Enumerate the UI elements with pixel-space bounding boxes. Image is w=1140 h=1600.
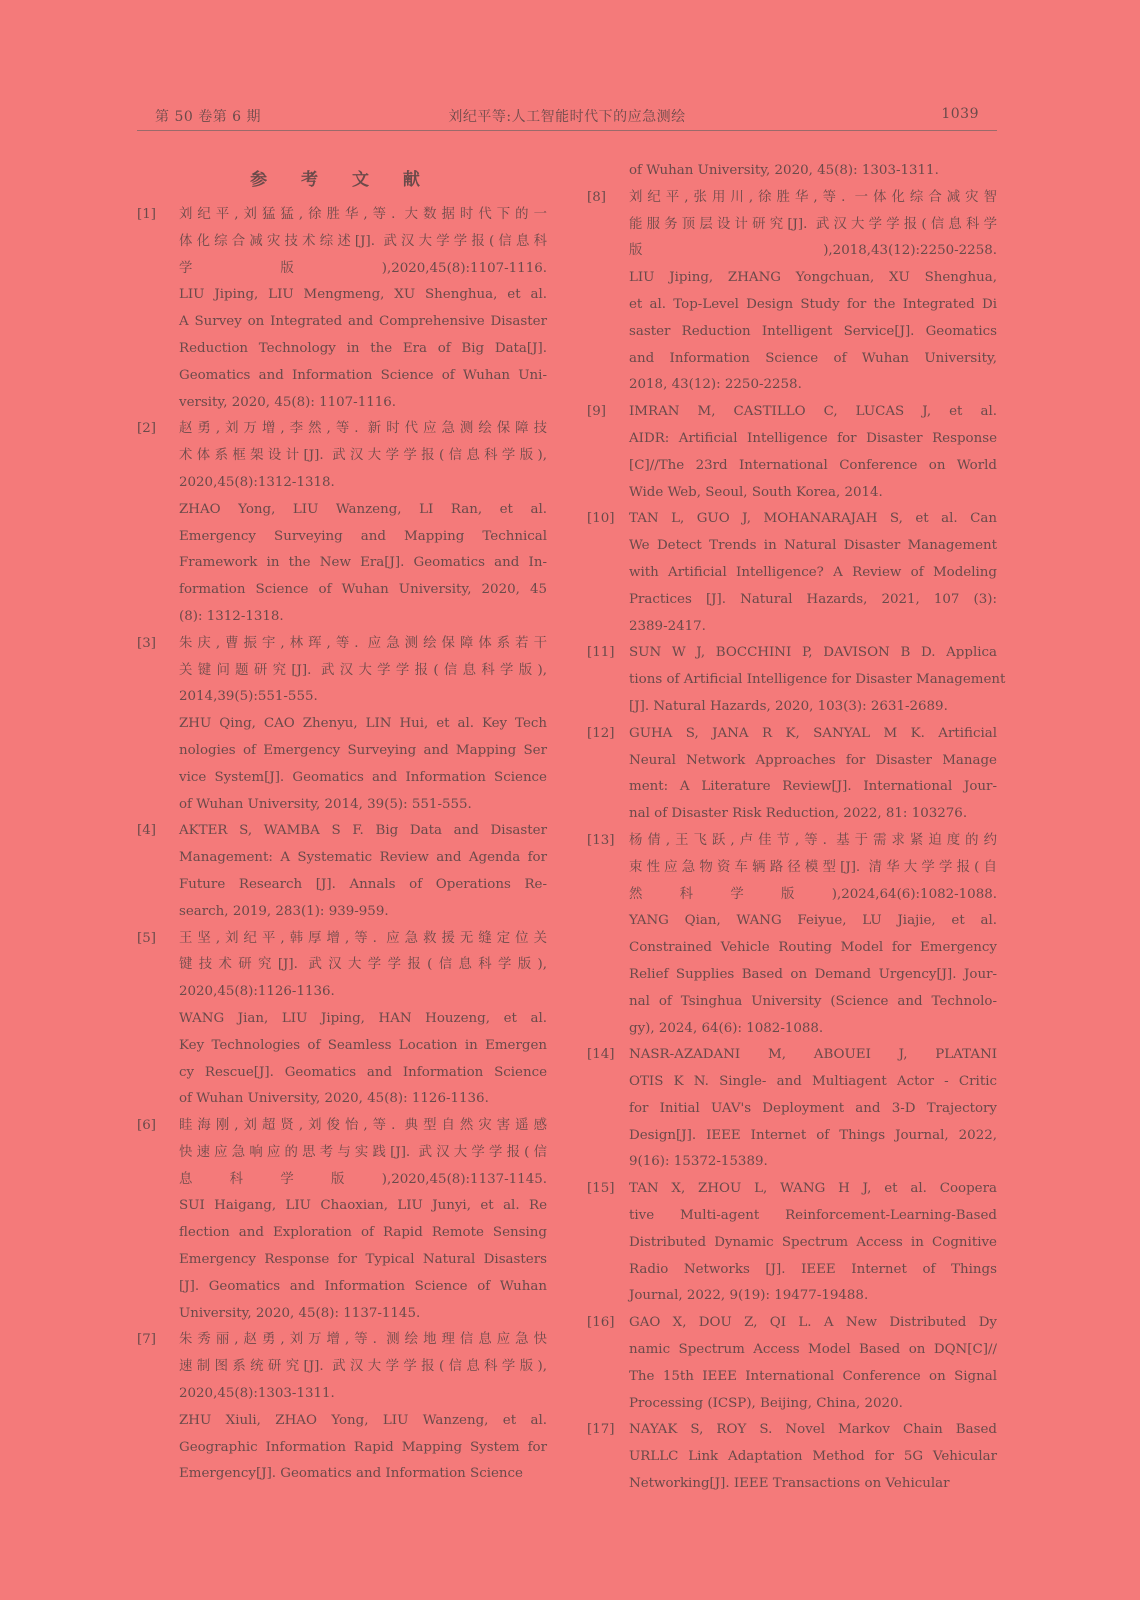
reference-line: Journal, 2022, 9(19): 19477-19488. (629, 1288, 869, 1304)
reference-line: NAYAK S, ROY S. Novel Markov Chain Based (629, 1422, 997, 1438)
right-column (587, 158, 1006, 1498)
reference-line: WANG Jian, LIU Jiping, HAN Houzeng, et al. (179, 1010, 547, 1026)
reference-line: 术体系框架设计[J]. 武汉大学学报(信息科学版), (179, 448, 547, 464)
header-volume-issue: 第 50 卷第 6 期 (155, 109, 262, 125)
reference-line: 快速应急响应的思考与实践[J]. 武汉大学学报(信 (179, 1144, 547, 1160)
reference-line: formation Science of Wuhan University, 2020, 45 (179, 582, 547, 598)
reference-line: for Initial UAV's Deployment and 3-D Trajectory (629, 1100, 997, 1116)
reference-line: Framework in the New Era[J]. Geomatics and In- (179, 555, 547, 571)
reference-number: [3] (137, 635, 156, 651)
reference-line: Geographic Information Rapid Mapping System for (179, 1439, 547, 1455)
reference-line: TAN L, GUO J, MOHANARAJAH S, et al. Can (629, 511, 997, 527)
reference-line: Processing (ICSP), Beijing, China, 2020. (629, 1395, 903, 1411)
reference-entry (137, 818, 547, 925)
reference-line: AIDR: Artificial Intelligence for Disaster Response (629, 430, 997, 446)
reference-line: 2020,45(8):1312-1318. (179, 474, 335, 490)
reference-line: Practices [J]. Natural Hazards, 2021, 107 (3): (629, 591, 997, 607)
reference-line: 能服务顶层设计研究[J]. 武汉大学学报(信息科学 (629, 216, 997, 232)
reference-line: 王坚,刘纪平,韩厚增,等. 应急救援无缝定位关 (179, 930, 547, 946)
reference-line: University, 2020, 45(8): 1137-1145. (179, 1305, 421, 1321)
reference-line: and Information Science of Wuhan University, (629, 350, 997, 366)
reference-line: 息科学版),2020,45(8):1137-1145. (179, 1171, 547, 1187)
reference-line: 然科学版),2024,64(6):1082-1088. (629, 886, 997, 902)
reference-number: [14] (587, 1047, 615, 1063)
reference-number: [1] (137, 207, 156, 222)
reference-line: nal of Tsinghua University (Science and Technolo- (629, 993, 997, 1009)
reference-number: [2] (137, 421, 156, 437)
reference-line: GUHA S, JANA R K, SANYAL M K. Artificial (629, 725, 997, 741)
reference-list-left (137, 202, 547, 1488)
reference-number: [10] (587, 511, 615, 527)
reference-line: URLLC Link Adaptation Method for 5G Vehicular (629, 1449, 997, 1465)
reference-line: NASR-AZADANI M, ABOUEI J, PLATANI (629, 1047, 997, 1063)
reference-entry (587, 1417, 997, 1497)
reference-line: Management: A Systematic Review and Agenda for (179, 850, 547, 866)
reference-line: 学版),2020,45(8):1107-1116. (179, 260, 547, 276)
reference-line: YANG Qian, WANG Feiyue, LU Jiajie, et al. (629, 913, 997, 929)
reference-line: 束性应急物资车辆路径模型[J]. 清华大学学报(自 (629, 859, 997, 875)
reference-line: Wide Web, Seoul, South Korea, 2014. (629, 484, 883, 500)
header-page-number: 1039 (941, 106, 979, 122)
reference-line: 杨倩,王飞跃,卢佳节,等. 基于需求紧迫度的约 (629, 832, 997, 848)
header-article-title: 刘纪平等:人工智能时代下的应急测绘 (448, 109, 686, 125)
reference-entry (137, 631, 547, 819)
reference-entry (137, 416, 547, 630)
reference-line: 2389-2417. (629, 618, 706, 634)
reference-entry (137, 1113, 547, 1327)
reference-line: Geomatics and Information Science of Wuhan Uni- (179, 367, 547, 383)
reference-number: [8] (587, 189, 606, 205)
reference-line: We Detect Trends in Natural Disaster Management (629, 538, 997, 554)
running-header (137, 104, 997, 131)
reference-line: SUN W J, BOCCHINI P, DAVISON B D. Applica (629, 645, 997, 661)
reference-line: nologies of Emergency Surveying and Mapping Ser (179, 742, 547, 758)
reference-number: [12] (587, 725, 615, 741)
reference-line: Distributed Dynamic Spectrum Access in Cognitive (629, 1234, 997, 1250)
reference-line: SUI Haigang, LIU Chaoxian, LIU Junyi, et al. Re (179, 1198, 547, 1214)
reference-number: [5] (137, 930, 156, 946)
reference-line: Relief Supplies Based on Demand Urgency[J]. Jour- (629, 966, 997, 982)
reference-line: vice System[J]. Geomatics and Information Science (179, 769, 547, 785)
reference-line: 赵勇,刘万增,李然,等. 新时代应急测绘保障技 (179, 421, 547, 437)
reference-line: Emergency[J]. Geomatics and Information Science (179, 1466, 523, 1482)
reference-line: gy), 2024, 64(6): 1082-1088. (629, 1020, 824, 1036)
reference-line: 9(16): 15372-15389. (629, 1154, 768, 1170)
reference-line: [C]//The 23rd International Conference on World (629, 457, 997, 473)
reference-line: with Artificial Intelligence? A Review of Modeling (629, 564, 997, 580)
reference-line: [J]. Natural Hazards, 2020, 103(3): 2631-2689. (629, 698, 948, 714)
reference-number: [13] (587, 832, 615, 848)
reference-entry (137, 926, 547, 1114)
reference-line: Key Technologies of Seamless Location in Emergen (179, 1037, 547, 1053)
reference-line: 速制图系统研究[J]. 武汉大学学报(信息科学版), (179, 1359, 547, 1375)
reference-line: ment: A Literature Review[J]. International Jour- (629, 779, 997, 795)
reference-line: Networking[J]. IEEE Transactions on Vehicular (629, 1476, 950, 1492)
reference-line: nal of Disaster Risk Reduction, 2022, 81: 103276. (629, 806, 968, 822)
reference-line: ZHU Qing, CAO Zhenyu, LIN Hui, et al. Key Tech (179, 716, 547, 732)
reference-line: 版),2018,43(12):2250-2258. (629, 243, 997, 259)
reference-number: [6] (137, 1118, 156, 1134)
reference-line: of Wuhan University, 2020, 45(8): 1126-1136. (179, 1091, 489, 1107)
reference-line: ZHAO Yong, LIU Wanzeng, LI Ran, et al. (179, 501, 547, 517)
reference-entry (137, 1327, 547, 1488)
reference-line: tive Multi-agent Reinforcement-Learning-Based (629, 1208, 997, 1224)
reference-line: cy Rescue[J]. Geomatics and Information Science (179, 1064, 547, 1080)
reference-line: The 15th IEEE International Conference on Signal (629, 1368, 997, 1384)
reference-entry (587, 158, 997, 185)
reference-line: GAO X, DOU Z, QI L. A New Distributed Dy (629, 1315, 997, 1331)
reference-entry (587, 640, 1006, 720)
reference-number: [9] (587, 404, 606, 420)
reference-entry (137, 202, 547, 416)
reference-entry (587, 399, 997, 506)
reference-line: ZHU Xiuli, ZHAO Yong, LIU Wanzeng, et al. (179, 1412, 547, 1428)
reference-number: [15] (587, 1181, 615, 1197)
reference-number: [7] (137, 1332, 156, 1348)
reference-line: of Wuhan University, 2014, 39(5): 551-555. (179, 796, 472, 812)
reference-line: saster Reduction Intelligent Service[J]. Geomatics (629, 323, 997, 339)
reference-line: AKTER S, WAMBA S F. Big Data and Disaster (179, 823, 547, 839)
reference-line: of Wuhan University, 2020, 45(8): 1303-1311. (629, 163, 939, 178)
left-column (137, 158, 547, 1488)
reference-line: Design[J]. IEEE Internet of Things Journal, 2022, (629, 1127, 997, 1143)
reference-line: 2020,45(8):1303-1311. (179, 1386, 335, 1402)
reference-line: Constrained Vehicle Routing Model for Emergency (629, 940, 997, 956)
reference-line: Radio Networks [J]. IEEE Internet of Things (629, 1261, 997, 1277)
reference-line: 朱秀丽,赵勇,刘万增,等. 测绘地理信息应急快 (179, 1332, 547, 1348)
reference-line: namic Spectrum Access Model Based on DQN[C]// (629, 1342, 997, 1358)
reference-line: tions of Artificial Intelligence for Disaster Management (629, 672, 1006, 688)
reference-line: TAN X, ZHOU L, WANG H J, et al. Coopera (629, 1181, 997, 1197)
reference-line: search, 2019, 283(1): 939-959. (179, 903, 389, 919)
reference-entry (587, 185, 997, 399)
reference-line: 眭海刚,刘超贤,刘俊怡,等. 典型自然灾害遥感 (179, 1118, 547, 1134)
reference-entry (587, 1176, 997, 1310)
reference-number: [4] (137, 823, 156, 839)
reference-line: (8): 1312-1318. (179, 608, 284, 624)
reference-line: flection and Exploration of Rapid Remote Sensing (179, 1225, 547, 1241)
reference-line: et al. Top-Level Design Study for the Integrated Di (629, 296, 997, 312)
reference-line: 刘纪平,张用川,徐胜华,等. 一体化综合减灾智 (629, 189, 997, 205)
reference-line: LIU Jiping, LIU Mengmeng, XU Shenghua, et al. (179, 287, 547, 303)
reference-line: 键技术研究[J]. 武汉大学学报(信息科学版), (179, 957, 547, 973)
reference-line: 刘纪平,刘猛猛,徐胜华,等. 大数据时代下的一 (179, 207, 547, 222)
reference-entry (587, 1310, 997, 1417)
reference-line: LIU Jiping, ZHANG Yongchuan, XU Shenghua, (629, 270, 997, 286)
references-heading: 参 考 文 献 (250, 170, 434, 190)
reference-line: Reduction Technology in the Era of Big Data[J]. (179, 340, 547, 356)
reference-line: 体化综合减灾技术综述[J]. 武汉大学学报(信息科 (179, 233, 547, 249)
reference-line: 朱庆,曹振宇,林珲,等. 应急测绘保障体系若干 (179, 635, 547, 651)
reference-line: OTIS K N. Single- and Multiagent Actor - Critic (629, 1074, 997, 1090)
reference-line: Emergency Response for Typical Natural Disasters (179, 1252, 547, 1268)
reference-line: versity, 2020, 45(8): 1107-1116. (179, 394, 397, 410)
reference-list-right (587, 158, 1006, 1498)
reference-line: Emergency Surveying and Mapping Technical (179, 528, 547, 544)
reference-line: 2018, 43(12): 2250-2258. (629, 377, 802, 393)
reference-entry (587, 828, 997, 1042)
reference-line: Future Research [J]. Annals of Operations Re- (179, 876, 547, 892)
reference-number: [17] (587, 1422, 615, 1438)
reference-line: 关键问题研究[J]. 武汉大学学报(信息科学版), (179, 662, 547, 678)
reference-line: A Survey on Integrated and Comprehensive Disaster (179, 314, 547, 330)
reference-line: 2014,39(5):551-555. (179, 689, 318, 705)
reference-line: 2020,45(8):1126-1136. (179, 984, 335, 1000)
reference-number: [16] (587, 1315, 615, 1331)
reference-line: IMRAN M, CASTILLO C, LUCAS J, et al. (629, 404, 997, 420)
reference-line: [J]. Geomatics and Information Science of Wuhan (179, 1278, 547, 1294)
reference-entry (587, 1042, 997, 1176)
reference-line: Neural Network Approaches for Disaster Manage (629, 752, 997, 768)
reference-entry (587, 721, 997, 828)
reference-entry (587, 506, 997, 640)
reference-number: [11] (587, 645, 615, 661)
